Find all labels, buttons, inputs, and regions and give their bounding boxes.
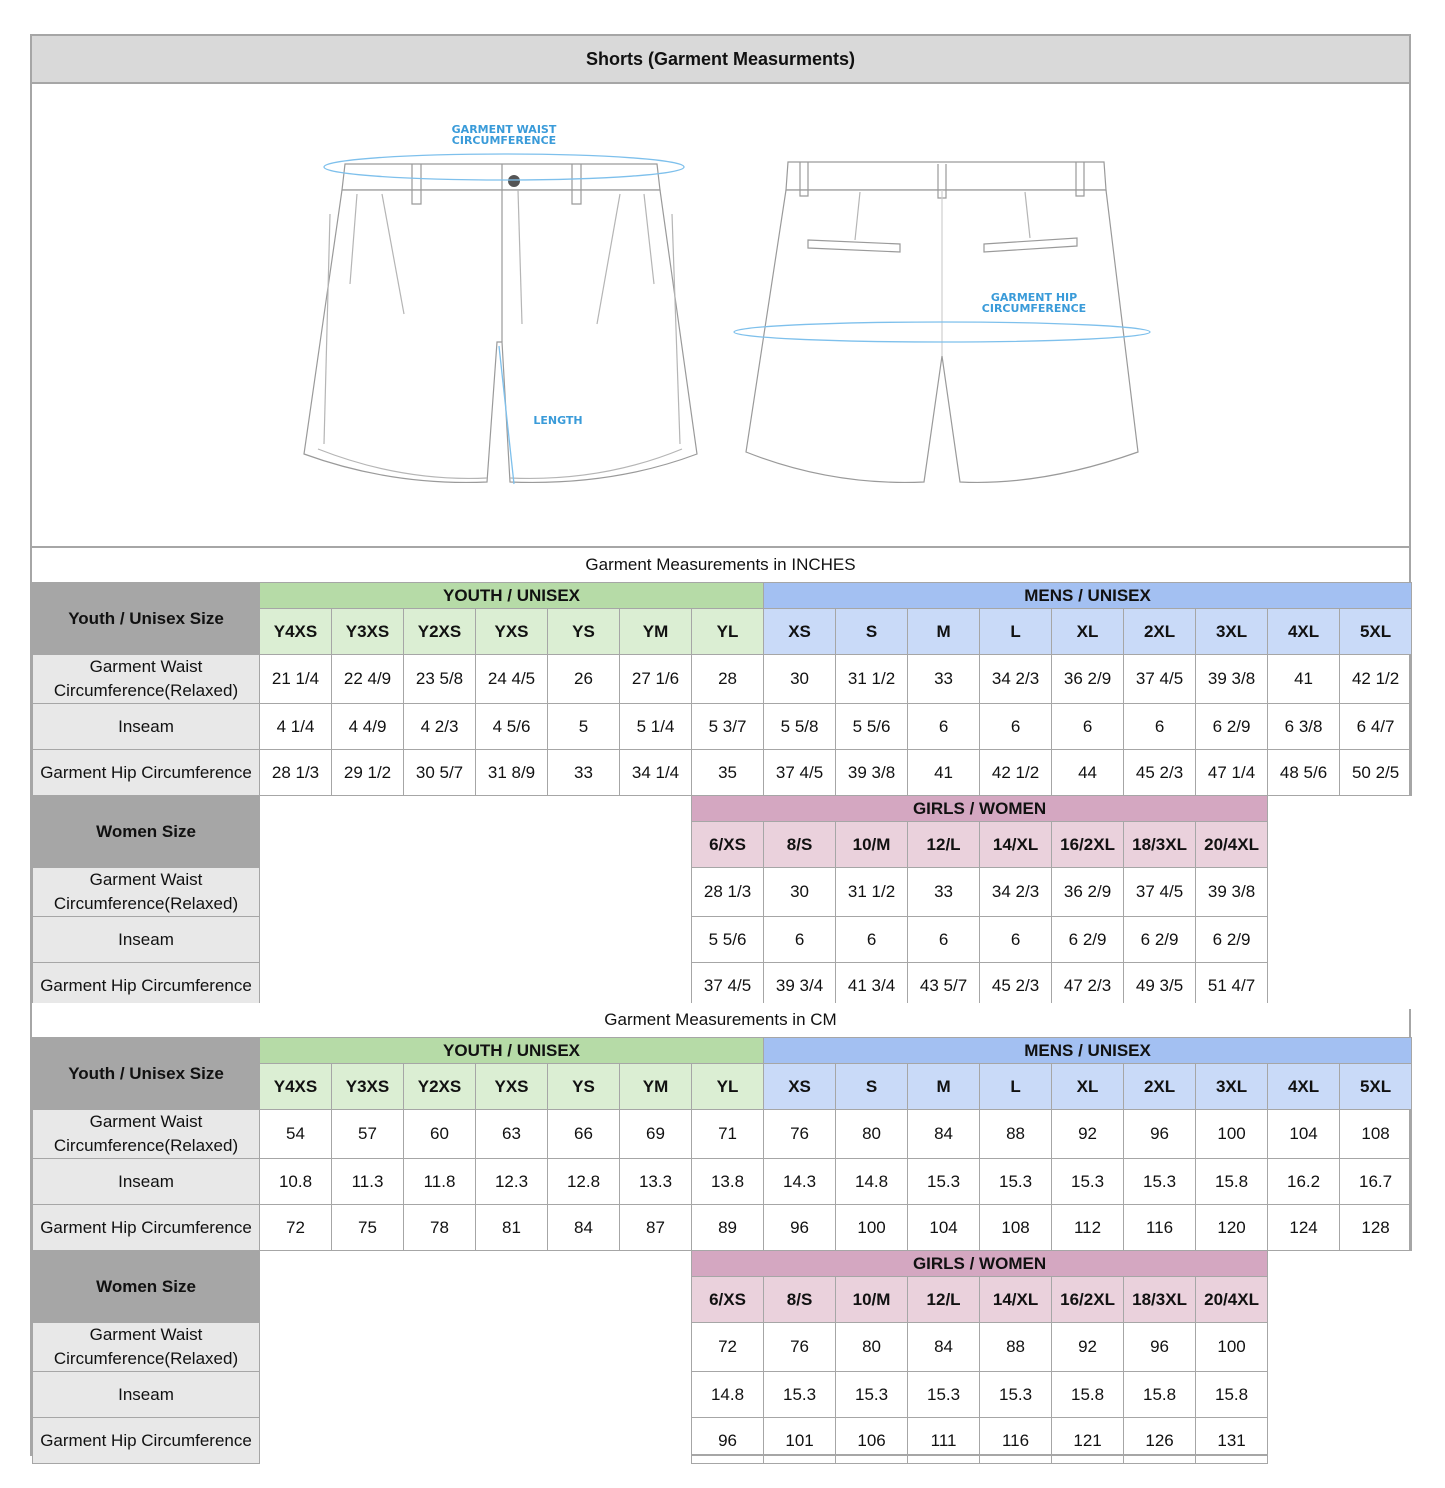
unisex-size-corner: Youth / Unisex Size (33, 583, 260, 655)
value-cell: 15.3 (908, 1159, 980, 1205)
value-cell: 6 (836, 917, 908, 963)
value-cell: 15.8 (1052, 1372, 1124, 1418)
value-cell: 106 (836, 1418, 908, 1464)
value-cell: 54 (260, 1110, 332, 1159)
value-cell: 100 (1196, 1110, 1268, 1159)
value-cell: 29 1/2 (332, 750, 404, 796)
value-cell: 33 (908, 868, 980, 917)
value-cell: 15.3 (980, 1372, 1052, 1418)
value-cell: 5 3/7 (692, 704, 764, 750)
value-cell: 131 (1196, 1418, 1268, 1464)
blank-area (260, 796, 692, 1009)
value-cell: 126 (1124, 1418, 1196, 1464)
size-header-cell: YM (620, 1064, 692, 1110)
value-cell: 37 4/5 (1124, 868, 1196, 917)
value-cell: 76 (764, 1323, 836, 1372)
page-title: Shorts (Garment Measurments) (32, 36, 1409, 84)
value-cell: 47 1/4 (1196, 750, 1268, 796)
value-cell: 22 4/9 (332, 655, 404, 704)
value-cell: 84 (548, 1205, 620, 1251)
value-cell: 5 5/8 (764, 704, 836, 750)
value-cell: 15.3 (764, 1372, 836, 1418)
shorts-diagram (32, 84, 1409, 548)
value-cell: 6 (980, 917, 1052, 963)
size-header-cell: 14/XL (980, 1277, 1052, 1323)
value-cell: 76 (764, 1110, 836, 1159)
value-cell: 34 2/3 (980, 868, 1052, 917)
girls-women-header: GIRLS / WOMEN (692, 1251, 1268, 1277)
size-header-cell: YM (620, 609, 692, 655)
size-header-cell: 14/XL (980, 822, 1052, 868)
value-cell: 80 (836, 1323, 908, 1372)
value-cell: 47 2/3 (1052, 963, 1124, 1009)
value-cell: 5 1/4 (620, 704, 692, 750)
value-cell: 71 (692, 1110, 764, 1159)
value-cell: 37 4/5 (764, 750, 836, 796)
size-header-cell: 16/2XL (1052, 1277, 1124, 1323)
youth-unisex-header: YOUTH / UNISEX (260, 583, 764, 609)
value-cell: 69 (620, 1110, 692, 1159)
women-size-corner: Women Size (33, 1251, 260, 1323)
value-cell: 63 (476, 1110, 548, 1159)
value-cell: 31 1/2 (836, 868, 908, 917)
value-cell: 5 5/6 (692, 917, 764, 963)
waist-label-line1: GARMENT WAIST (451, 123, 557, 136)
row-label: Inseam (33, 1159, 260, 1205)
value-cell: 4 1/4 (260, 704, 332, 750)
value-cell: 11.3 (332, 1159, 404, 1205)
value-cell: 5 (548, 704, 620, 750)
value-cell: 81 (476, 1205, 548, 1251)
value-cell: 30 5/7 (404, 750, 476, 796)
value-cell: 66 (548, 1110, 620, 1159)
value-cell: 41 (1268, 655, 1340, 704)
value-cell: 4 2/3 (404, 704, 476, 750)
button-icon (508, 175, 520, 187)
value-cell: 26 (548, 655, 620, 704)
value-cell: 6 2/9 (1052, 917, 1124, 963)
size-header-cell: 2XL (1124, 1064, 1196, 1110)
value-cell: 6 (1124, 704, 1196, 750)
value-cell: 116 (1124, 1205, 1196, 1251)
size-header-cell: 2XL (1124, 609, 1196, 655)
value-cell: 37 4/5 (1124, 655, 1196, 704)
value-cell: 34 1/4 (620, 750, 692, 796)
size-header-cell: Y4XS (260, 1064, 332, 1110)
value-cell: 88 (980, 1323, 1052, 1372)
table-row (33, 655, 1412, 704)
value-cell: 57 (332, 1110, 404, 1159)
girls-women-header: GIRLS / WOMEN (692, 796, 1268, 822)
value-cell: 6 (908, 917, 980, 963)
value-cell: 121 (1052, 1418, 1124, 1464)
row-label: Garment Waist Circumference(Relaxed) (33, 868, 260, 917)
value-cell: 100 (1196, 1323, 1268, 1372)
value-cell: 14.3 (764, 1159, 836, 1205)
value-cell: 42 1/2 (1340, 655, 1412, 704)
value-cell: 31 8/9 (476, 750, 548, 796)
size-header-cell: 10/M (836, 1277, 908, 1323)
value-cell: 15.8 (1196, 1372, 1268, 1418)
value-cell: 15.3 (836, 1372, 908, 1418)
value-cell: 72 (692, 1323, 764, 1372)
value-cell: 50 2/5 (1340, 750, 1412, 796)
value-cell: 14.8 (836, 1159, 908, 1205)
value-cell: 104 (908, 1205, 980, 1251)
cm-table (32, 1037, 1412, 1464)
size-header-cell: Y4XS (260, 609, 332, 655)
value-cell: 36 2/9 (1052, 868, 1124, 917)
size-header-cell: M (908, 1064, 980, 1110)
value-cell: 43 5/7 (908, 963, 980, 1009)
value-cell: 100 (836, 1205, 908, 1251)
value-cell: 30 (764, 655, 836, 704)
value-cell: 15.8 (1124, 1372, 1196, 1418)
value-cell: 16.2 (1268, 1159, 1340, 1205)
table-row (33, 963, 1412, 1009)
row-label: Garment Waist Circumference(Relaxed) (33, 655, 260, 704)
value-cell: 21 1/4 (260, 655, 332, 704)
size-header-cell: 20/4XL (1196, 1277, 1268, 1323)
table-row (33, 1323, 1412, 1372)
size-header-cell: 4XL (1268, 1064, 1340, 1110)
size-header-cell: XL (1052, 1064, 1124, 1110)
row-label: Inseam (33, 1372, 260, 1418)
size-header-cell: L (980, 1064, 1052, 1110)
blank-area (1268, 796, 1412, 1009)
size-header-cell: YS (548, 609, 620, 655)
inches-table (32, 582, 1412, 1009)
value-cell: 39 3/8 (1196, 868, 1268, 917)
value-cell: 12.3 (476, 1159, 548, 1205)
table-row (33, 750, 1412, 796)
value-cell: 6 2/9 (1124, 917, 1196, 963)
value-cell: 124 (1268, 1205, 1340, 1251)
value-cell: 44 (1052, 750, 1124, 796)
value-cell: 13.8 (692, 1159, 764, 1205)
row-label: Garment Hip Circumference (33, 963, 260, 1009)
size-header-cell: YL (692, 1064, 764, 1110)
value-cell: 15.3 (1124, 1159, 1196, 1205)
value-cell: 48 5/6 (1268, 750, 1340, 796)
size-header-cell: YS (548, 1064, 620, 1110)
mens-unisex-header: MENS / UNISEX (764, 1038, 1412, 1064)
value-cell: 14.8 (692, 1372, 764, 1418)
value-cell: 28 (692, 655, 764, 704)
value-cell: 39 3/8 (836, 750, 908, 796)
row-label: Garment Waist Circumference(Relaxed) (33, 1323, 260, 1372)
mens-unisex-header: MENS / UNISEX (764, 583, 1412, 609)
value-cell: 6 (1052, 704, 1124, 750)
size-header-cell: Y3XS (332, 1064, 404, 1110)
blank-area (260, 1251, 692, 1464)
value-cell: 34 2/3 (980, 655, 1052, 704)
value-cell: 96 (764, 1205, 836, 1251)
size-header-cell: 18/3XL (1124, 1277, 1196, 1323)
value-cell: 11.8 (404, 1159, 476, 1205)
size-header-cell: L (980, 609, 1052, 655)
value-cell: 28 1/3 (692, 868, 764, 917)
value-cell: 6 (980, 704, 1052, 750)
size-header-cell: 5XL (1340, 609, 1412, 655)
table-row (33, 1159, 1412, 1205)
value-cell: 84 (908, 1323, 980, 1372)
size-header-cell: 18/3XL (1124, 822, 1196, 868)
value-cell: 36 2/9 (1052, 655, 1124, 704)
value-cell: 4 5/6 (476, 704, 548, 750)
size-header-cell: XL (1052, 609, 1124, 655)
size-header-cell: 20/4XL (1196, 822, 1268, 868)
value-cell: 4 4/9 (332, 704, 404, 750)
value-cell: 51 4/7 (1196, 963, 1268, 1009)
value-cell: 31 1/2 (836, 655, 908, 704)
value-cell: 87 (620, 1205, 692, 1251)
value-cell: 6 3/8 (1268, 704, 1340, 750)
value-cell: 15.8 (1196, 1159, 1268, 1205)
table-row (33, 1110, 1412, 1159)
shorts-illustration (32, 84, 1409, 546)
value-cell: 6 (764, 917, 836, 963)
table-row (33, 917, 1412, 963)
value-cell: 41 3/4 (836, 963, 908, 1009)
value-cell: 88 (980, 1110, 1052, 1159)
value-cell: 35 (692, 750, 764, 796)
front-shorts-drawing (304, 164, 697, 482)
value-cell: 108 (980, 1205, 1052, 1251)
value-cell: 15.3 (1052, 1159, 1124, 1205)
inches-section-title: Garment Measurements in INCHES (32, 548, 1409, 582)
size-header-cell: XS (764, 1064, 836, 1110)
table-row (33, 1205, 1412, 1251)
value-cell: 80 (836, 1110, 908, 1159)
table-row (33, 1372, 1412, 1418)
value-cell: 92 (1052, 1110, 1124, 1159)
size-header-cell: Y3XS (332, 609, 404, 655)
length-label: LENGTH (533, 414, 583, 427)
value-cell: 12.8 (548, 1159, 620, 1205)
value-cell: 116 (980, 1418, 1052, 1464)
size-chart-sheet (30, 34, 1411, 1456)
value-cell: 33 (548, 750, 620, 796)
size-header-cell: 4XL (1268, 609, 1340, 655)
value-cell: 39 3/4 (764, 963, 836, 1009)
women-size-corner: Women Size (33, 796, 260, 868)
row-label: Garment Hip Circumference (33, 1418, 260, 1464)
value-cell: 42 1/2 (980, 750, 1052, 796)
value-cell: 15.3 (980, 1159, 1052, 1205)
value-cell: 30 (764, 868, 836, 917)
value-cell: 78 (404, 1205, 476, 1251)
size-header-cell: 6/XS (692, 1277, 764, 1323)
value-cell: 45 2/3 (1124, 750, 1196, 796)
row-label: Inseam (33, 704, 260, 750)
size-header-cell: M (908, 609, 980, 655)
value-cell: 111 (908, 1418, 980, 1464)
value-cell: 96 (1124, 1110, 1196, 1159)
size-header-cell: 16/2XL (1052, 822, 1124, 868)
size-header-cell: 6/XS (692, 822, 764, 868)
table-row (33, 704, 1412, 750)
value-cell: 39 3/8 (1196, 655, 1268, 704)
value-cell: 33 (908, 655, 980, 704)
size-header-cell: YL (692, 609, 764, 655)
size-header-cell: 8/S (764, 1277, 836, 1323)
table-row (33, 868, 1412, 917)
value-cell: 101 (764, 1418, 836, 1464)
value-cell: 6 4/7 (1340, 704, 1412, 750)
value-cell: 75 (332, 1205, 404, 1251)
value-cell: 108 (1340, 1110, 1412, 1159)
size-header-cell: 3XL (1196, 1064, 1268, 1110)
size-header-cell: 12/L (908, 1277, 980, 1323)
value-cell: 89 (692, 1205, 764, 1251)
value-cell: 92 (1052, 1323, 1124, 1372)
value-cell: 23 5/8 (404, 655, 476, 704)
value-cell: 27 1/6 (620, 655, 692, 704)
row-label: Garment Hip Circumference (33, 750, 260, 796)
size-header-cell: 3XL (1196, 609, 1268, 655)
size-header-cell: 5XL (1340, 1064, 1412, 1110)
value-cell: 96 (692, 1418, 764, 1464)
size-header-cell: 10/M (836, 822, 908, 868)
value-cell: 5 5/6 (836, 704, 908, 750)
value-cell: 49 3/5 (1124, 963, 1196, 1009)
size-header-cell: YXS (476, 609, 548, 655)
size-header-cell: 8/S (764, 822, 836, 868)
value-cell: 37 4/5 (692, 963, 764, 1009)
value-cell: 60 (404, 1110, 476, 1159)
value-cell: 15.3 (908, 1372, 980, 1418)
value-cell: 128 (1340, 1205, 1412, 1251)
value-cell: 6 2/9 (1196, 917, 1268, 963)
hip-label-line1: GARMENT HIP (990, 291, 1078, 304)
size-header-cell: S (836, 1064, 908, 1110)
value-cell: 84 (908, 1110, 980, 1159)
value-cell: 6 2/9 (1196, 704, 1268, 750)
size-header-cell: XS (764, 609, 836, 655)
row-label: Inseam (33, 917, 260, 963)
value-cell: 6 (908, 704, 980, 750)
size-header-cell: Y2XS (404, 1064, 476, 1110)
value-cell: 96 (1124, 1323, 1196, 1372)
size-header-cell: 12/L (908, 822, 980, 868)
size-header-cell: Y2XS (404, 609, 476, 655)
value-cell: 24 4/5 (476, 655, 548, 704)
row-label: Garment Hip Circumference (33, 1205, 260, 1251)
size-header-cell: YXS (476, 1064, 548, 1110)
value-cell: 104 (1268, 1110, 1340, 1159)
youth-unisex-header: YOUTH / UNISEX (260, 1038, 764, 1064)
value-cell: 45 2/3 (980, 963, 1052, 1009)
value-cell: 16.7 (1340, 1159, 1412, 1205)
cm-section-title: Garment Measurements in CM (32, 1003, 1409, 1037)
waist-label-line2: CIRCUMFERENCE (451, 134, 557, 147)
value-cell: 72 (260, 1205, 332, 1251)
unisex-size-corner: Youth / Unisex Size (33, 1038, 260, 1110)
size-header-cell: S (836, 609, 908, 655)
value-cell: 28 1/3 (260, 750, 332, 796)
value-cell: 10.8 (260, 1159, 332, 1205)
value-cell: 41 (908, 750, 980, 796)
value-cell: 120 (1196, 1205, 1268, 1251)
row-label: Garment Waist Circumference(Relaxed) (33, 1110, 260, 1159)
table-row (33, 1418, 1412, 1464)
hip-label-line2: CIRCUMFERENCE (981, 302, 1087, 315)
blank-area (1268, 1251, 1412, 1464)
value-cell: 112 (1052, 1205, 1124, 1251)
value-cell: 13.3 (620, 1159, 692, 1205)
